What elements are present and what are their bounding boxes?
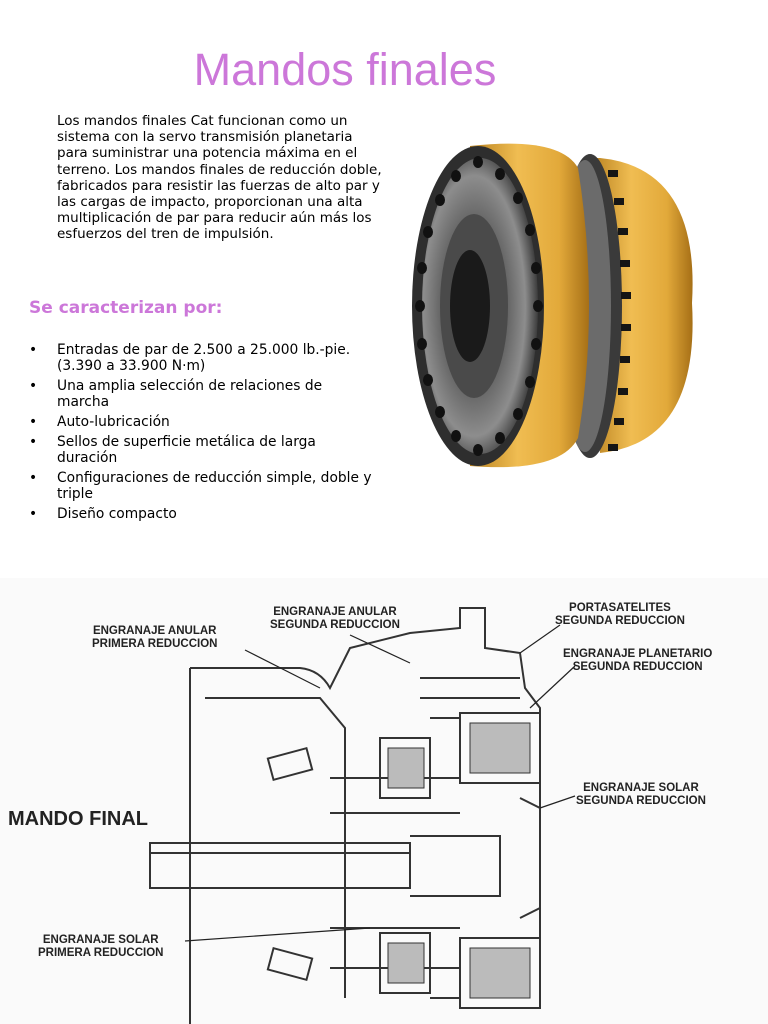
intro-paragraph: Los mandos finales Cat funcionan como un sistema con la servo transmisión planetaria para suministrar una potencia máxima en el terreno. Los mandos finales de reducción doble, fabricados para resistir las fuerzas de alto par y las cargas de impacto, proporcionan una alta multiplicación de par para reducir aún más los esfuerzos del tren de impulsión. xyxy=(57,113,382,243)
feature-text: Configuraciones de reducción simple, doble y triple xyxy=(57,470,372,502)
label-carrier-second xyxy=(555,602,685,628)
features-list xyxy=(29,342,374,526)
label-planet-second xyxy=(563,648,712,674)
label-line: SEGUNDA REDUCCION xyxy=(576,795,706,807)
feature-text: Auto-lubricación xyxy=(57,414,170,430)
label-line: ENGRANAJE SOLAR xyxy=(583,782,699,794)
label-line: ENGRANAJE ANULAR xyxy=(273,606,397,618)
feature-text: Diseño compacto xyxy=(57,506,177,522)
label-line: ENGRANAJE PLANETARIO xyxy=(563,648,713,660)
final-drive-diagram xyxy=(0,578,768,1024)
bullet-icon: • xyxy=(29,378,38,394)
label-ring-gear-first xyxy=(92,625,217,651)
feature-text: Sellos de superficie metálica de larga duración xyxy=(57,434,316,466)
list-item xyxy=(29,414,374,430)
label-line: SEGUNDA REDUCCION xyxy=(270,619,400,631)
features-heading: Se caracterizan por: xyxy=(29,298,223,318)
feature-text: Una amplia selección de relaciones de marcha xyxy=(57,378,323,410)
label-line: PRIMERA REDUCCION xyxy=(92,638,218,650)
label-sun-first xyxy=(38,934,163,960)
label-line: SEGUNDA REDUCCION xyxy=(572,661,703,673)
list-item xyxy=(29,342,374,374)
bullet-icon: • xyxy=(29,434,38,450)
label-line: SEGUNDA REDUCCION xyxy=(555,615,685,627)
bullet-icon: • xyxy=(29,342,38,358)
bullet-icon: • xyxy=(29,414,38,430)
list-item xyxy=(29,470,374,502)
bullet-icon: • xyxy=(29,470,38,486)
list-item xyxy=(29,506,374,522)
bullet-icon: • xyxy=(29,506,38,522)
label-sun-second xyxy=(576,782,706,808)
label-ring-gear-second xyxy=(270,606,400,632)
label-line: PRIMERA REDUCCION xyxy=(38,947,164,959)
final-drive-photo xyxy=(400,128,710,478)
list-item xyxy=(29,378,374,410)
label-line: ENGRANAJE ANULAR xyxy=(92,625,217,637)
diagram-title: MANDO FINAL xyxy=(8,808,148,830)
feature-text: Entradas de par de 2.500 a 25.000 lb.-pie. (3.390 a 33.900 N·m) xyxy=(57,342,351,374)
page-title: Mandos finales xyxy=(193,44,497,95)
label-line: PORTASATELITES xyxy=(569,602,671,614)
list-item xyxy=(29,434,374,466)
label-line: ENGRANAJE SOLAR xyxy=(42,934,159,946)
